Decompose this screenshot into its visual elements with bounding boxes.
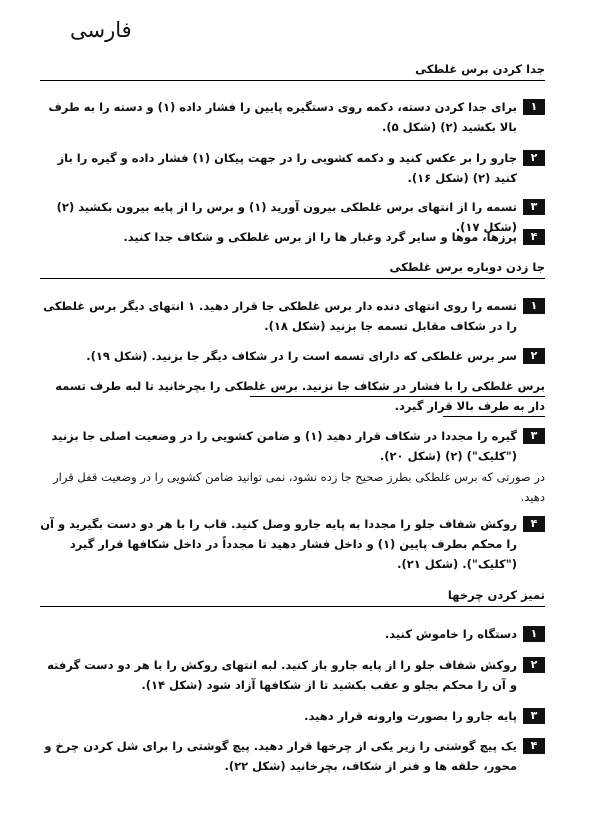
step-text: گیره را مجددا در شکاف قرار دهید (۱) و ضامن کشویی را در وضعیت اصلی جا بزنید ("کلیک") (۲) (شکل ۲۰). bbox=[51, 429, 517, 463]
section-title: جا زدن دوباره برس غلطکی bbox=[389, 260, 545, 274]
language-title: فارسی bbox=[70, 18, 132, 42]
step bbox=[40, 514, 545, 574]
step-text: سر برس غلطکی که دارای تسمه است را در شکاف دیگر جا بزنید. (شکل ۱۹). bbox=[86, 349, 517, 363]
step-text: دستگاه را خاموش کنید. bbox=[384, 627, 517, 641]
section-rule bbox=[40, 606, 545, 607]
step bbox=[40, 655, 545, 695]
step bbox=[40, 97, 545, 137]
step-text: روکش شفاف جلو را از پایه جارو باز کنید. لبه انتهای روکش را با هر دو دست گرفته و آن را محکم بجلو و عقب بکشید تا از شکافها آزاد شود (شکل ۱۴). bbox=[47, 658, 517, 692]
step-text: یک پیچ گوشتی را زیر یکی از چرخها قرار دهید. پیچ گوشتی را برای شل کردن چرخ و محور، حلقه ها و فنر از شکاف، بچرخانید (شکل ۲۲). bbox=[44, 739, 517, 773]
step-number: ۴ bbox=[523, 229, 545, 245]
step-number: ۳ bbox=[523, 428, 545, 444]
step-number: ۱ bbox=[523, 99, 545, 115]
step bbox=[40, 624, 545, 644]
step bbox=[40, 227, 545, 247]
step-number: ۲ bbox=[523, 348, 545, 364]
section-rule bbox=[40, 278, 545, 279]
note-underline bbox=[250, 396, 545, 397]
step-text: روکش شفاف جلو را مجددا به پایه جارو وصل کنید. قاب را با هر دو دست بگیرید و آن را محکم بطرف پایین (۱) و داخل فشار دهید تا مجدداً در داخل شکافها قرار گیرد ("کلیک"). (شکل ۲۱). bbox=[40, 517, 517, 571]
step-text: تسمه را روی انتهای دنده دار برس غلطکی جا قرار دهید. ۱ انتهای دیگر برس غلطکی را در شکاف مقابل تسمه جا بزنید (شکل ۱۸). bbox=[43, 299, 517, 333]
step bbox=[40, 736, 545, 776]
step bbox=[40, 296, 545, 336]
step bbox=[40, 426, 545, 466]
step-text: پرزها، موها و سایر گرد وغبار ها را از برس غلطکی و شکاف جدا کنید. bbox=[123, 230, 517, 244]
warning-note: برس غلطکی را با فشار در شکاف جا نزنید. برس غلطکی را بچرخانید تا لبه طرف تسمه دار به طرف بالا قرار گیرد. bbox=[55, 379, 545, 413]
section-rule bbox=[40, 80, 545, 81]
step bbox=[40, 706, 545, 726]
section-title: جدا کردن برس غلطکی bbox=[415, 62, 545, 76]
note-underline bbox=[443, 416, 545, 417]
step-number: ۲ bbox=[523, 150, 545, 166]
section-remove-brush bbox=[40, 60, 545, 81]
step-number: ۴ bbox=[523, 738, 545, 754]
step-text: تسمه را از انتهای برس غلطکی بیرون آورید (۱) و برس را از پایه بیرون بکشید (۲) (شکل ۱۷). bbox=[56, 200, 517, 234]
step-text: برای جدا کردن دسته، دکمه روی دستگیره پایین را فشار داده (۱) و دسته را به طرف بالا بکشید (۲) (شکل ۵). bbox=[48, 100, 517, 134]
section-title: تمیز کردن چرخها bbox=[447, 588, 545, 602]
step bbox=[40, 346, 545, 366]
info-text: در صورتی که برس غلطکی بطرز صحیح جا زده نشود، نمی توانید ضامن کشویی را در وضعیت قفل قرار دهید. bbox=[53, 470, 545, 504]
step-number: ۱ bbox=[523, 626, 545, 642]
step-number: ۱ bbox=[523, 298, 545, 314]
section-clean-wheels bbox=[40, 586, 545, 607]
section-refit-brush bbox=[40, 258, 545, 279]
step-number: ۲ bbox=[523, 657, 545, 673]
step-number: ۳ bbox=[523, 199, 545, 215]
step-text: پایه جارو را بصورت وارونه قرار دهید. bbox=[304, 709, 517, 723]
step-number: ۳ bbox=[523, 708, 545, 724]
step-number: ۴ bbox=[523, 516, 545, 532]
step bbox=[40, 148, 545, 188]
step-text: جارو را بر عکس کنید و دکمه کشویی را در جهت پیکان (۱) فشار داده و گیره را باز کنید (۲) (شکل ۱۶). bbox=[57, 151, 517, 185]
